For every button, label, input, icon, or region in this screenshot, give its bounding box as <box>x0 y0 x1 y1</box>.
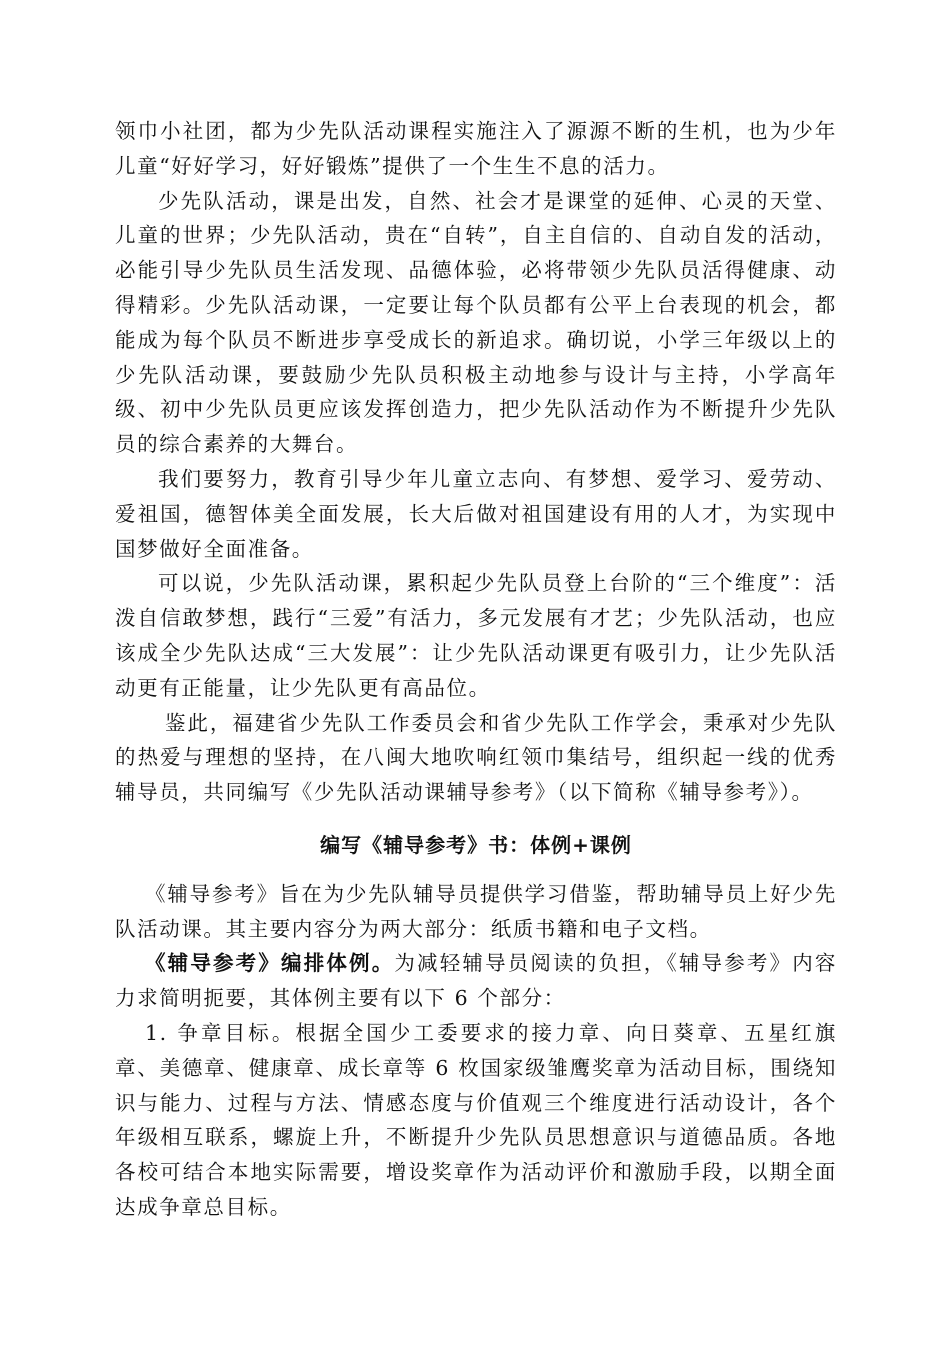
document-body <box>115 114 837 1225</box>
layout-style-lead: 《辅导参考》编排体例。 <box>145 951 395 976</box>
paragraph-reference-purpose: 《辅导参考》旨在为少先队辅导员提供学习借鉴，帮助辅导员上好少先队活动课。其主要内容分为两大部分：纸质书籍和电子文档。 <box>115 881 837 941</box>
paragraph-layout-style <box>115 946 837 1016</box>
paragraph-continuation: 领巾小社团，都为少先队活动课程实施注入了源源不断的生机，也为少年儿童“好好学习，好好锻炼”提供了一个生生不息的活力。 <box>115 119 837 178</box>
paragraph-three-dimensions: 可以说，少先队活动课，累积起少先队员登上台阶的“三个维度”：活泼自信敢梦想，践行“三爱”有活力，多元发展有才艺；少先队活动，也应该成全少先队达成“三大发展”：让少先队活动课更有吸引力，让少先队活动更有正能量，让少先队更有高品位。 <box>115 571 837 700</box>
paragraph-compilation-intro: 鉴此，福建省少先队工作委员会和省少先队工作学会，秉承对少先队的热爱与理想的坚持，在八闽大地吹响红领巾集结号，组织起一线的优秀辅导员，共同编写《少先队活动课辅导参考》（以下简称《辅导参考》）。 <box>115 710 837 805</box>
paragraph-activity-essence: 少先队活动，课是出发，自然、社会才是课堂的延伸、心灵的天堂、儿童的世界；少先队活动，贵在“自转”，自主自信的、自动自发的活动，必能引导少先队员生活发现、品德体验，必将带领少先队员活得健康、动得精彩。少先队活动课，一定要让每个队员都有公平上台表现的机会，都能成为每个队员不断进步享受成长的新追求。确切说，小学三年级以上的少先队活动课，要鼓励少先队员积极主动地参与设计与主持，小学高年级、初中少先队员更应该发挥创造力，把少先队活动作为不断提升少先队员的综合素养的大舞台。 <box>115 188 837 457</box>
layout-style-text: 为减轻辅导员阅读的负担，《辅导参考》内容力求简明扼要，其体例主要有以下 6 个部分： <box>115 951 837 1011</box>
paragraph-education-goal: 我们要努力，教育引导少年儿童立志向、有梦想、爱学习、爱劳动、爱祖国，德智体美全面发展，长大后做对祖国建设有用的人才，为实现中国梦做好全面准备。 <box>115 466 837 561</box>
section-heading: 编写《辅导参考》书：体例+课例 <box>320 832 632 857</box>
paragraph-badge-goals: 1. 争章目标。根据全国少工委要求的接力章、向日葵章、五星红旗章、美德章、健康章、成长章等 6 枚国家级雏鹰奖章为活动目标，围绕知识与能力、过程与方法、情感态度与价值观三个维度进行活动设计，各个年级相互联系，螺旋上升，不断提升少先队员思想意识与道德品质。各地各校可结合本地实际需要，增设奖章作为活动评价和激励手段，以期全面达成争章总目标。 <box>115 1020 837 1219</box>
